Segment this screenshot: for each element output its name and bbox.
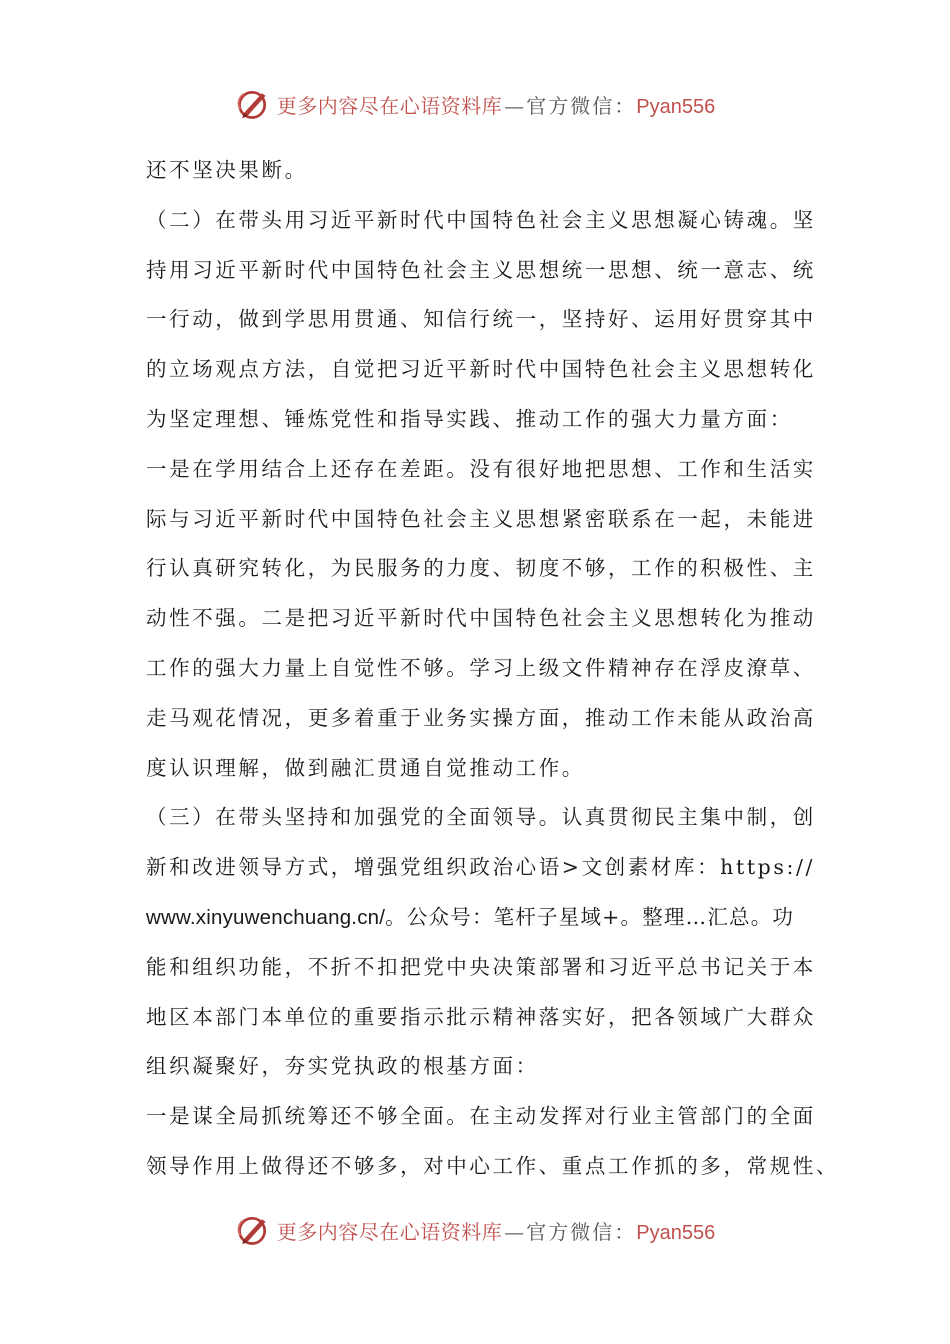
text-line: 持用习近平新时代中国特色社会主义思想统一思想、统一意志、统 xyxy=(146,257,816,282)
text-line: 度认识理解，做到融汇贯通自觉推动工作。 xyxy=(146,755,585,780)
text-line: （三）在带头坚持和加强党的全面领导。认真贯彻民主集中制，创 xyxy=(146,805,816,830)
text-line: 地区本部门本单位的重要指示批示精神落实好，把各领域广大群众 xyxy=(146,1004,816,1029)
banner-prefix: 更多内容尽在心语资料库 xyxy=(276,1219,503,1244)
pen-logo-icon xyxy=(235,1212,271,1248)
text-line: 一是在学用结合上还存在差距。没有很好地把思想、工作和生活实 xyxy=(146,456,816,481)
text-line: 的立场观点方法，自觉把习近平新时代中国特色社会主义思想转化 xyxy=(146,357,816,382)
url-line-rest: 。公众号：笔杆子星域+。整理…汇总。功 xyxy=(385,904,795,929)
text-line: 际与习近平新时代中国特色社会主义思想紧密联系在一起，未能进 xyxy=(146,506,816,531)
banner-separator: — xyxy=(504,1219,525,1244)
banner-wechat-label: 官方微信： xyxy=(526,93,637,118)
text-line: 行认真研究转化，为民服务的力度、韧度不够，工作的积极性、主 xyxy=(146,556,816,581)
url-text-line xyxy=(146,893,816,943)
document-body xyxy=(146,146,839,1192)
text-line: 还不坚决果断。 xyxy=(146,158,308,182)
banner-wechat-label: 官方微信： xyxy=(526,1219,637,1244)
banner-separator: — xyxy=(504,93,525,118)
text-line: 一行动，做到学思用贯通、知信行统一，坚持好、运用好贯穿其中 xyxy=(146,307,816,332)
text-line: 一是谋全局抓统筹还不够全面。在主动发挥对行业主管部门的全面 xyxy=(146,1104,816,1129)
footer-banner xyxy=(0,1208,950,1252)
text-line: 组织凝聚好，夯实党执政的根基方面： xyxy=(146,1054,539,1079)
text-line: 领导作用上做得还不够多，对中心工作、重点工作抓的多，常规性、 xyxy=(146,1153,839,1178)
text-line: 能和组织功能，不折不扣把党中央决策部署和习近平总书记关于本 xyxy=(146,954,816,979)
banner-prefix: 更多内容尽在心语资料库 xyxy=(276,93,503,118)
text-line: 动性不强。二是把习近平新时代中国特色社会主义思想转化为推动 xyxy=(146,606,816,631)
text-line: （二）在带头用习近平新时代中国特色社会主义思想凝心铸魂。坚 xyxy=(146,207,816,232)
text-line: 新和改进领导方式，增强党组织政治心语>文创素材库：https:// xyxy=(146,855,816,880)
banner-text xyxy=(277,90,715,119)
banner-wechat-id: Pyan556 xyxy=(636,95,716,118)
banner-text xyxy=(277,1216,715,1245)
banner-wechat-id: Pyan556 xyxy=(636,1221,716,1244)
pen-logo-icon xyxy=(235,86,271,122)
text-line: 工作的强大力量上自觉性不够。学习上级文件精神存在浮皮潦草、 xyxy=(146,655,816,680)
text-line: 为坚定理想、锤炼党性和指导实践、推动工作的强大力量方面： xyxy=(146,406,793,431)
text-line: 走马观花情况，更多着重于业务实操方面，推动工作未能从政治高 xyxy=(146,705,816,730)
website-link[interactable]: www.xinyuwenchuang.cn/ xyxy=(146,905,386,929)
header-banner xyxy=(0,82,950,126)
